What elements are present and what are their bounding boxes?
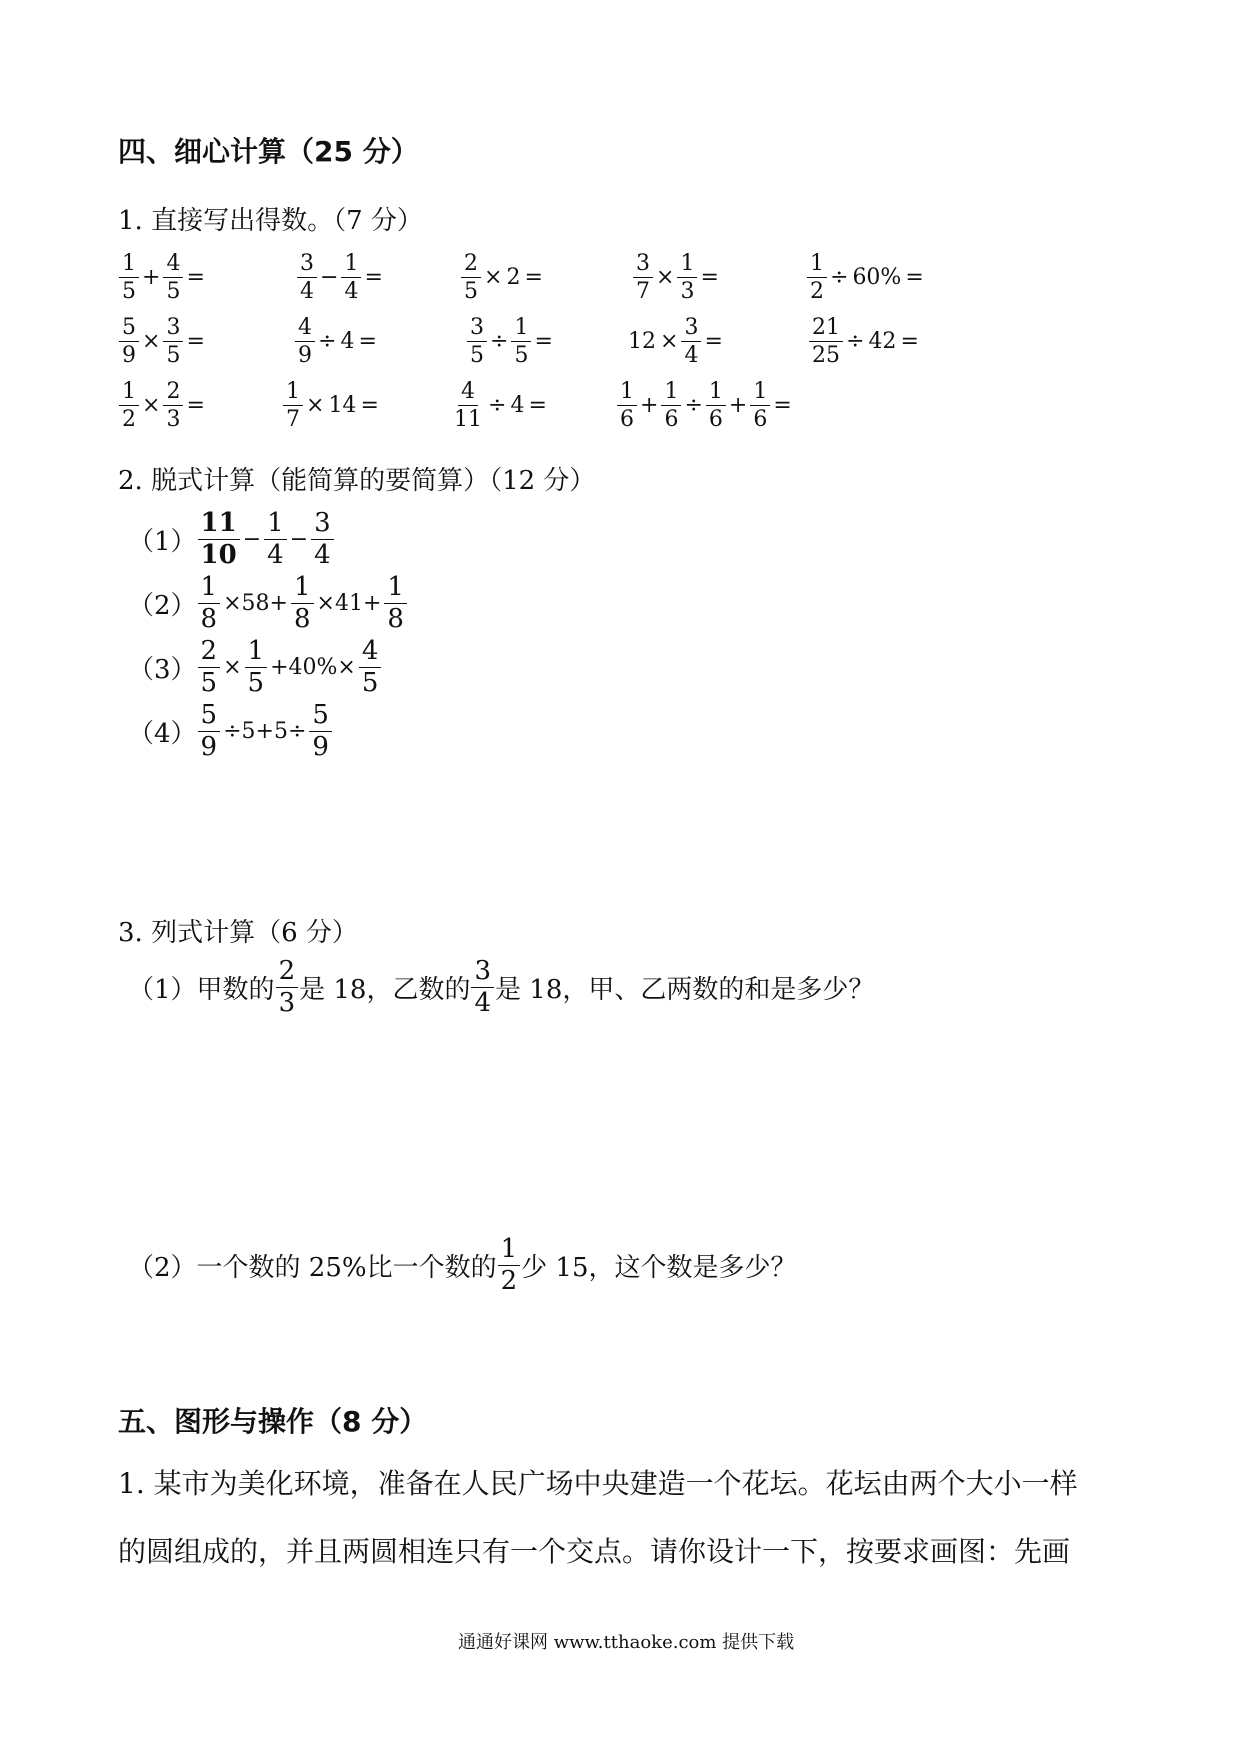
q2-label-4: （4） <box>128 719 197 750</box>
fraction: $\frac{1}{8}$ <box>198 574 221 634</box>
q2-label-3: （3） <box>128 655 197 686</box>
oral-calc-item <box>632 252 721 303</box>
operator: × <box>142 329 161 355</box>
fraction: $\frac{1}{5}$ <box>245 638 268 698</box>
number: 12 <box>628 329 656 355</box>
oral-calc-item <box>118 380 207 431</box>
fraction: $\frac{1}{2}$ <box>498 1236 521 1296</box>
q2-label-2: （2） <box>128 591 197 622</box>
operator: × <box>142 393 161 419</box>
fraction: $\frac{5}{9}$ <box>198 702 221 762</box>
fraction: $\frac{5}{9}$ <box>309 702 332 762</box>
q1-title: 1. 直接写出得数。（7 分） <box>118 206 423 236</box>
operator: ÷ <box>490 329 509 355</box>
problem-text: 少 15，这个数是多少？ <box>521 1253 797 1284</box>
equals-sign: = <box>186 265 205 291</box>
equals-sign: = <box>360 393 379 419</box>
equals-sign: = <box>358 329 377 355</box>
fraction: $\frac{2}{3}$ <box>276 958 299 1018</box>
fraction: $\frac{3}{4}$ <box>311 510 334 570</box>
equals-sign: = <box>186 329 205 355</box>
expression-text: × <box>223 655 242 681</box>
fraction: $\frac{4}{5}$ <box>163 252 183 303</box>
number: 14 <box>328 393 357 419</box>
operator: − <box>320 265 339 291</box>
oral-calc-item <box>466 316 555 367</box>
fraction: $\frac{3}{4}$ <box>297 252 317 303</box>
section4-title: 四、细心计算（25 分） <box>118 135 419 168</box>
q2-problem-4 <box>128 702 333 762</box>
equals-sign: = <box>700 265 719 291</box>
equals-sign: = <box>364 265 383 291</box>
expression-text: ×58+ <box>223 591 288 617</box>
operator: × <box>306 393 325 419</box>
q3-label-1: （1） <box>128 975 197 1006</box>
number: 4 <box>510 393 525 419</box>
number: 4 <box>340 329 355 355</box>
operator: ÷ <box>830 265 849 291</box>
fraction: $\frac{3}{5}$ <box>467 316 487 367</box>
equals-sign: = <box>704 329 723 355</box>
operator: × <box>656 265 675 291</box>
number: 2 <box>506 265 521 291</box>
operator: − <box>242 527 262 553</box>
operator: + <box>142 265 161 291</box>
problem-text: 是 18，甲、乙两数的和是多少？ <box>495 975 875 1006</box>
problem-text: 是 18，乙数的 <box>299 975 471 1006</box>
oral-calc-item <box>626 316 725 367</box>
q2-problem-3 <box>128 638 382 698</box>
q3-problem-2 <box>128 1236 797 1296</box>
operator: × <box>484 265 503 291</box>
fraction: $\frac{1}{6}$ <box>617 380 637 431</box>
section5-q1-line2: 的圆组成的，并且两圆相连只有一个交点。请你设计一下，按要求画图：先画 <box>118 1535 1071 1568</box>
oral-calc-item <box>616 380 794 431</box>
fraction: $\frac{2}{5}$ <box>461 252 481 303</box>
fraction: $\frac{1}{4}$ <box>264 510 287 570</box>
q3-title: 3. 列式计算（6 分） <box>118 918 358 948</box>
equals-sign: = <box>186 393 205 419</box>
fraction: $\frac{3}{4}$ <box>681 316 701 367</box>
expression-text: ÷5+5÷ <box>223 719 307 745</box>
fraction: $\frac{1}{8}$ <box>384 574 407 634</box>
section5-title: 五、图形与操作（8 分） <box>118 1405 428 1438</box>
problem-text: 甲数的 <box>196 975 275 1006</box>
fraction: $\frac{1}{5}$ <box>119 252 139 303</box>
fraction: $\frac{4}{9}$ <box>295 316 315 367</box>
fraction: $\frac{3}{7}$ <box>633 252 653 303</box>
equals-sign: = <box>773 393 792 419</box>
operator: ÷ <box>846 329 865 355</box>
operator: ÷ <box>684 393 703 419</box>
oral-calc-item <box>118 252 207 303</box>
equals-sign: = <box>900 329 919 355</box>
operator: − <box>289 527 309 553</box>
page-footer: 通通好课网 www.tthaoke.com 提供下载 <box>458 1632 795 1653</box>
oral-calc-item <box>460 252 545 303</box>
oral-calc-item <box>294 316 379 367</box>
fraction: $\frac{1}{5}$ <box>511 316 531 367</box>
expression-text: +40%× <box>270 655 356 681</box>
operator: + <box>640 393 659 419</box>
fraction: $\frac{1}{6}$ <box>750 380 770 431</box>
q3-label-2: （2） <box>128 1253 197 1284</box>
section5-q1-line1: 1. 某市为美化环境，准备在人民广场中央建造一个花坛。花坛由两个大小一样 <box>118 1467 1078 1500</box>
q2-problem-1 <box>128 510 335 570</box>
fraction: $\frac{3}{5}$ <box>163 316 183 367</box>
oral-calc-item <box>296 252 385 303</box>
fraction: $\frac{2}{3}$ <box>163 380 183 431</box>
q2-label-1: （1） <box>128 527 197 558</box>
equals-sign: = <box>534 329 553 355</box>
oral-calc-item <box>450 380 549 431</box>
fraction: $\frac{21}{25}$ <box>809 316 843 367</box>
number: 60% <box>852 265 902 291</box>
operator: × <box>660 329 679 355</box>
q3-problem-1 <box>128 958 874 1018</box>
q2-title: 2. 脱式计算（能简算的要简算）（12 分） <box>118 466 596 496</box>
operator: ÷ <box>318 329 337 355</box>
oral-calc-item <box>282 380 381 431</box>
fraction: $\frac{1}{4}$ <box>341 252 361 303</box>
fraction: $\frac{1}{2}$ <box>807 252 827 303</box>
oral-calc-item <box>118 316 207 367</box>
fraction: $\frac{4}{5}$ <box>359 638 382 698</box>
equals-sign: = <box>528 393 547 419</box>
fraction: $\frac{3}{4}$ <box>471 958 494 1018</box>
fraction: $\frac{1}{8}$ <box>291 574 314 634</box>
fraction: $\frac{1}{6}$ <box>706 380 726 431</box>
equals-sign: = <box>905 265 924 291</box>
fraction: $\frac{4}{11}$ <box>454 379 482 433</box>
problem-text: 一个数的 25%比一个数的 <box>196 1253 497 1284</box>
equals-sign: = <box>524 265 543 291</box>
fraction: $\frac{5}{9}$ <box>119 316 139 367</box>
expression-text: ×41+ <box>316 591 382 617</box>
q2-problem-2 <box>128 574 408 634</box>
fraction: $\frac{1}{3}$ <box>677 252 697 303</box>
fraction: $\frac{1}{6}$ <box>661 380 681 431</box>
fraction: $\frac{2}{5}$ <box>198 638 221 698</box>
fraction: $\frac{1}{7}$ <box>283 380 303 431</box>
oral-calc-item <box>806 252 926 303</box>
fraction: $\frac{11}{10}$ <box>198 510 240 570</box>
operator: ÷ <box>488 393 507 419</box>
number: 42 <box>868 329 897 355</box>
oral-calc-item <box>808 316 921 367</box>
operator: + <box>728 393 748 419</box>
fraction: $\frac{1}{2}$ <box>119 380 139 431</box>
